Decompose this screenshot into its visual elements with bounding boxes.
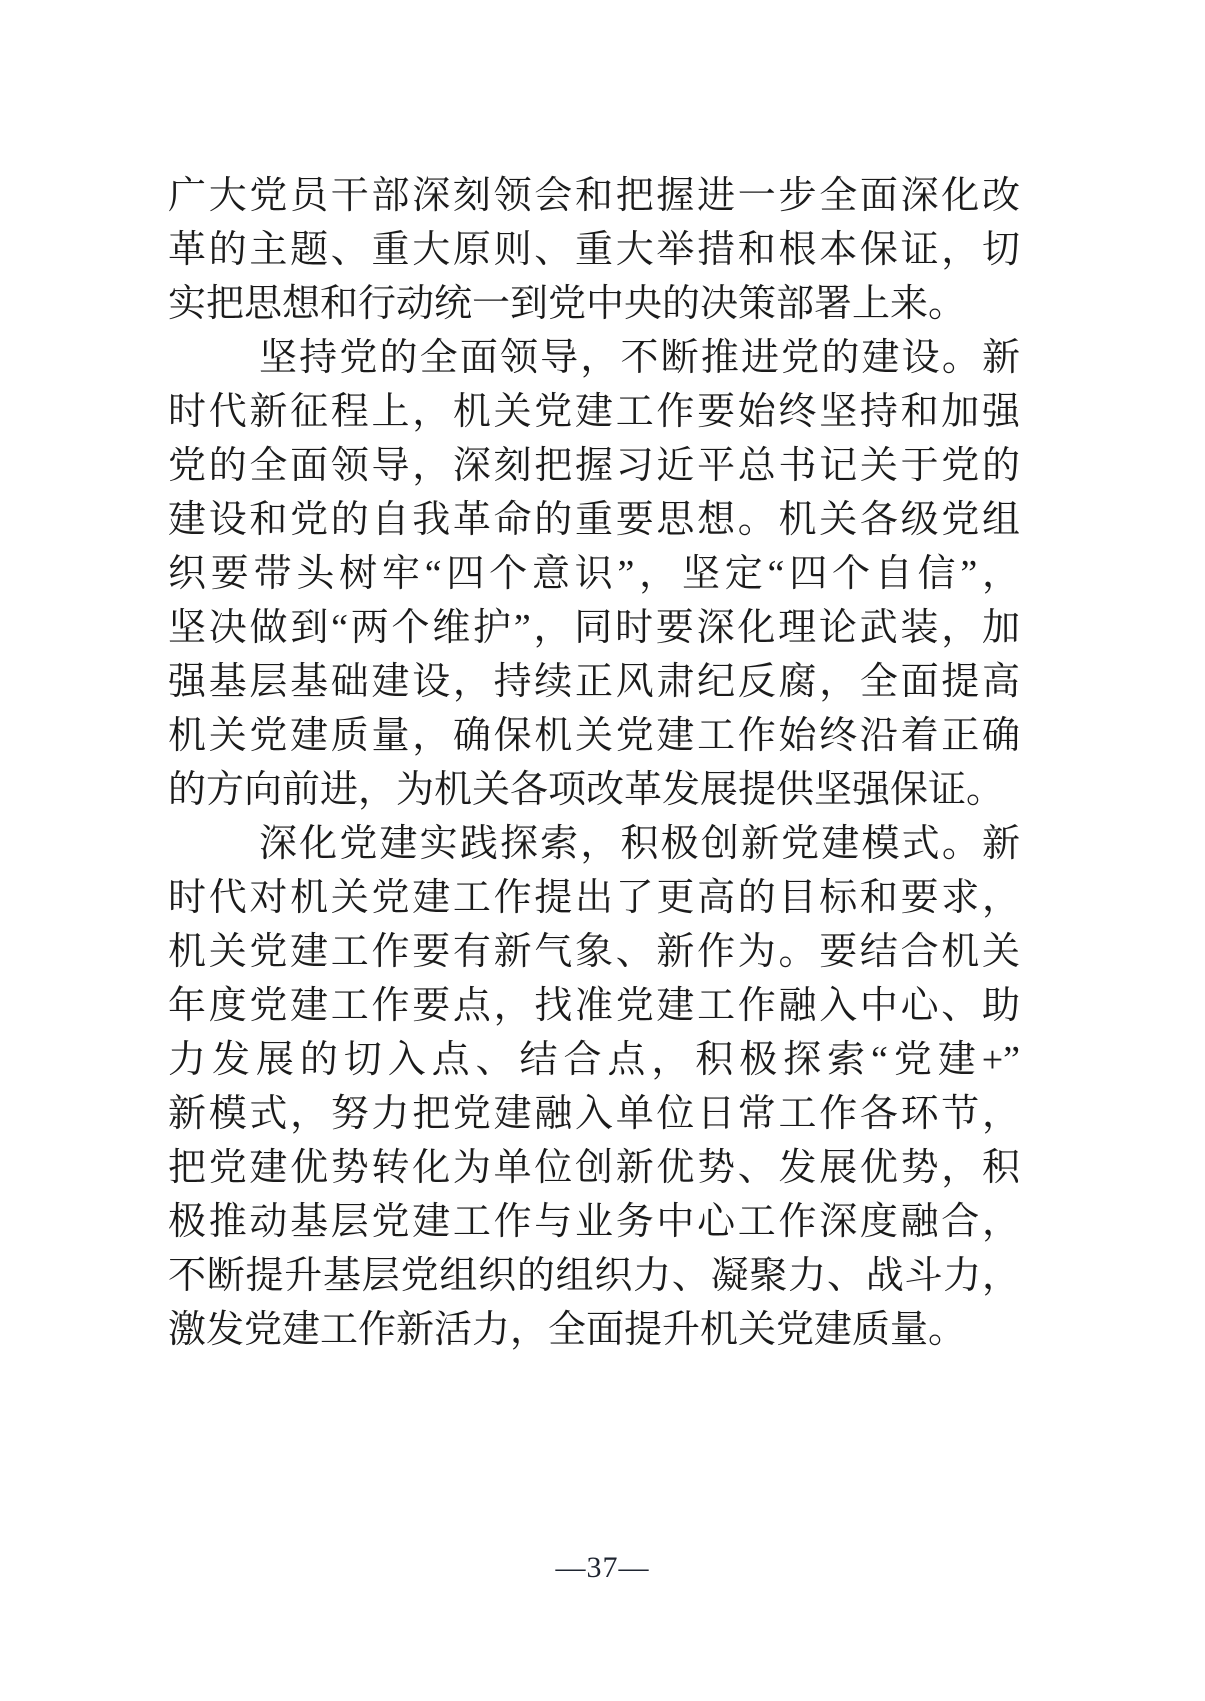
- text-line: 极推动基层党建工作与业务中心工作深度融合，: [168, 1201, 1020, 1243]
- text-line: 织要带头树牢“四个意识”，坚定“四个自信”，: [168, 553, 1020, 595]
- document-body: [168, 169, 1020, 1357]
- text-line: 机关党建工作要有新气象、新作为。要结合机关: [168, 931, 1020, 973]
- text-line: 坚决做到“两个维护”，同时要深化理论武装，加: [168, 607, 1020, 649]
- text-line: 深化党建实践探索，积极创新党建模式。新: [259, 823, 1020, 865]
- text-line: 力发展的切入点、结合点，积极探索“党建+”: [168, 1039, 1020, 1081]
- text-line: 把党建优势转化为单位创新优势、发展优势，积: [168, 1147, 1020, 1189]
- text-line: 激发党建工作新活力，全面提升机关党建质量。: [168, 1309, 967, 1351]
- text-line: 实把思想和行动统一到党中央的决策部署上来。: [168, 283, 967, 325]
- text-line: 革的主题、重大原则、重大举措和根本保证，切: [168, 229, 1020, 271]
- text-line: 时代对机关党建工作提出了更高的目标和要求，: [168, 877, 1020, 919]
- text-line: 的方向前进，为机关各项改革发展提供坚强保证。: [168, 769, 1005, 811]
- text-line: 强基层基础建设，持续正风肃纪反腐，全面提高: [168, 661, 1020, 703]
- text-line: 广大党员干部深刻领会和把握进一步全面深化改: [168, 175, 1020, 217]
- text-line: 机关党建质量，确保机关党建工作始终沿着正确: [168, 715, 1020, 757]
- text-line: 时代新征程上，机关党建工作要始终坚持和加强: [168, 391, 1020, 433]
- text-line: 不断提升基层党组织的组织力、凝聚力、战斗力，: [168, 1255, 1020, 1297]
- text-line: 党的全面领导，深刻把握习近平总书记关于党的: [168, 445, 1020, 487]
- text-line: 年度党建工作要点，找准党建工作融入中心、助: [168, 985, 1020, 1027]
- text-line: 建设和党的自我革命的重要思想。机关各级党组: [168, 499, 1020, 541]
- text-line: 坚持党的全面领导，不断推进党的建设。新: [259, 337, 1020, 379]
- text-line: 新模式，努力把党建融入单位日常工作各环节，: [168, 1093, 1020, 1135]
- page-footer: [0, 1549, 1205, 1587]
- page-number: —37—: [555, 1551, 650, 1584]
